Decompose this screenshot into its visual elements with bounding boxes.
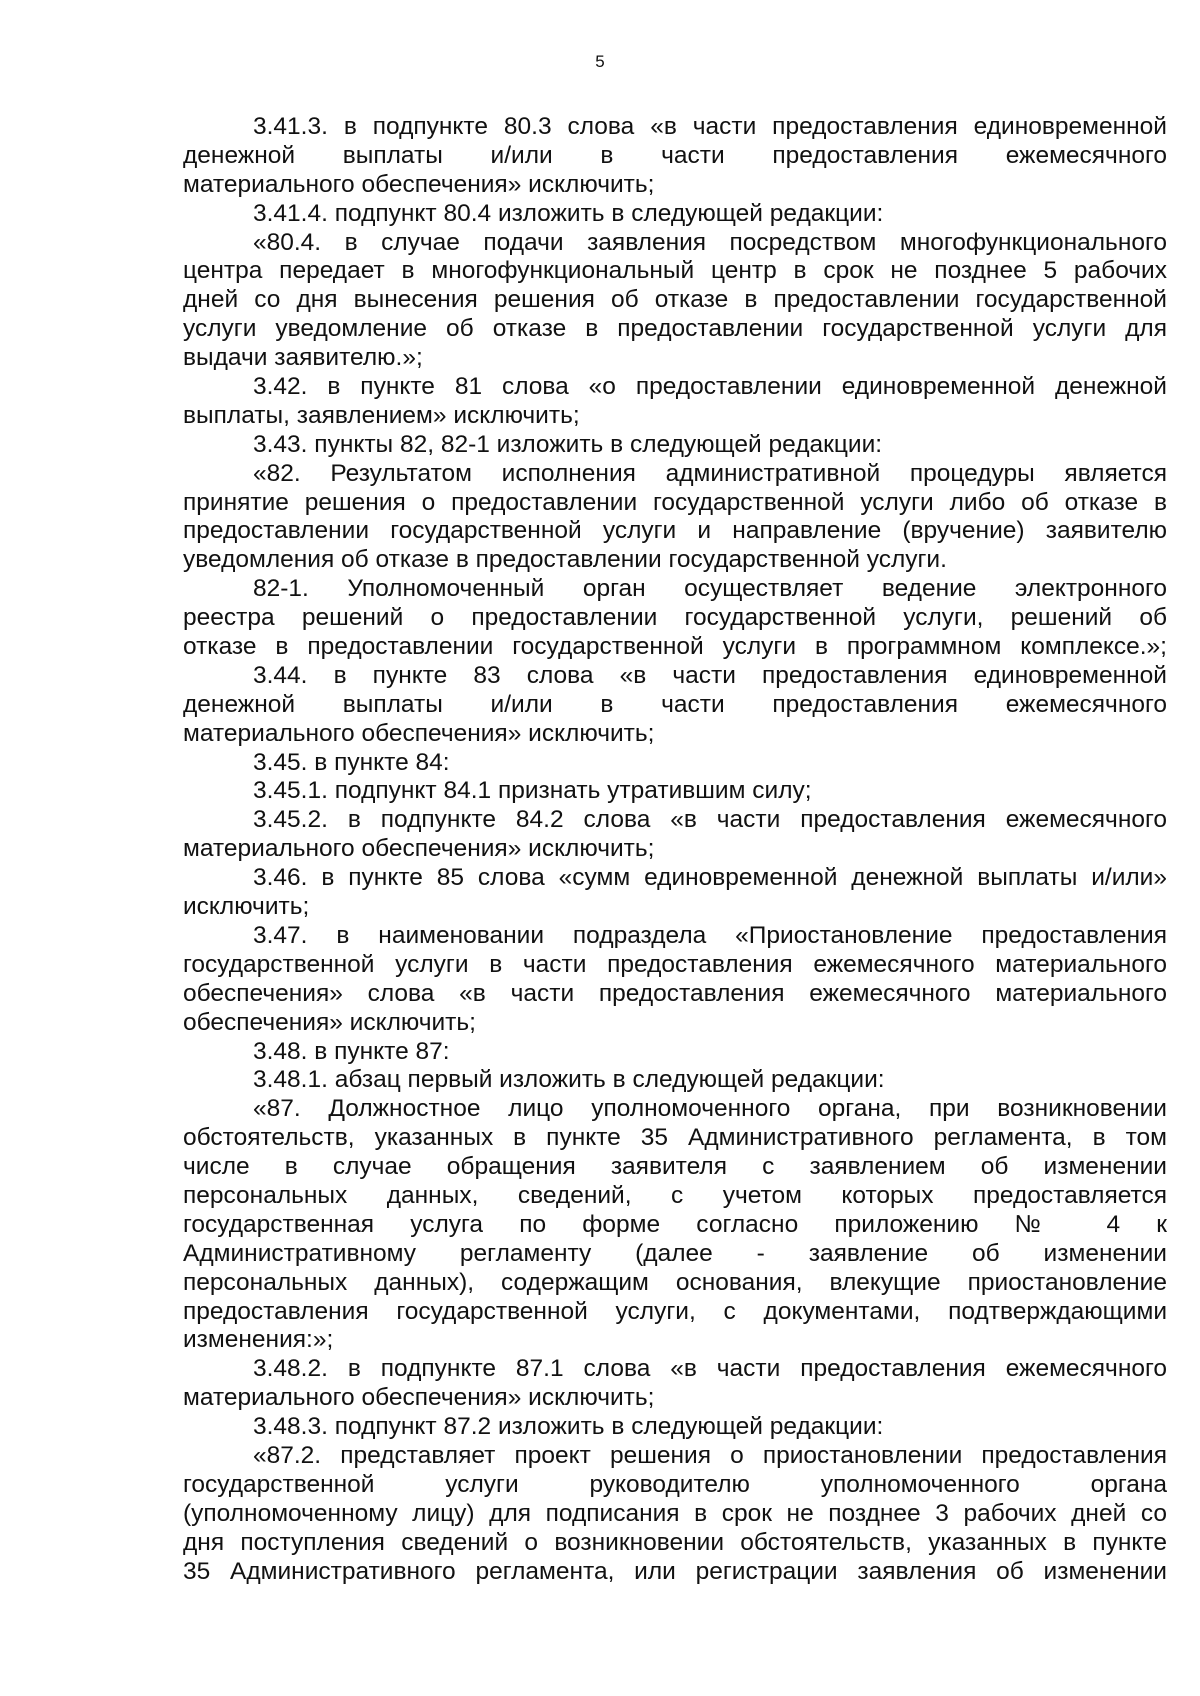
text-line: 3.45.1. подпункт 84.1 признать утратившим силу; (253, 777, 812, 805)
text-line: числе в случае обращения заявителя с заявлением об изменении (183, 1153, 1167, 1181)
text-line: «82. Результатом исполнения административной процедуры является (253, 459, 1167, 487)
text-line: предоставлении государственной услуги и направление (вручение) заявителю (183, 517, 1167, 545)
text-line: 3.43. пункты 82, 82-1 изложить в следующей редакции: (253, 430, 883, 458)
text-line: 3.41.3. в подпункте 80.3 слова «в части предоставления единовременной (253, 113, 1167, 140)
text-line: государственная услуга по форме согласно приложению № 4 к (183, 1210, 1167, 1238)
text-line: исключить; (183, 893, 310, 921)
text-line: дня поступления сведений о возникновении обстоятельств, указанных в пункте (183, 1528, 1167, 1556)
text-line: 3.45. в пункте 84: (253, 748, 450, 776)
text-line: персональных данных), содержащим основания, влекущие приостановление (183, 1268, 1167, 1296)
text-line: государственной услуги руководителю уполномоченного органа (183, 1470, 1167, 1498)
text-line: (уполномоченному лицу) для подписания в срок не позднее 3 рабочих дней со (183, 1499, 1167, 1527)
text-line: «87.2. представляет проект решения о приостановлении предоставления (253, 1441, 1167, 1469)
text-line: 3.44. в пункте 83 слова «в части предоставления единовременной (253, 661, 1167, 689)
text-line: материального обеспечения» исключить; (183, 1384, 655, 1412)
text-line: материального обеспечения» исключить; (183, 170, 655, 198)
page-number: 5 (595, 52, 605, 71)
text-line: денежной выплаты и/или в части предоставления ежемесячного (183, 690, 1167, 718)
text-line: реестра решений о предоставлении государственной услуги, решений об (183, 604, 1167, 632)
text-line: 3.41.4. подпункт 80.4 изложить в следующей редакции: (253, 199, 884, 227)
text-line: изменения:»; (183, 1326, 334, 1354)
text-line: отказе в предоставлении государственной услуги в программном комплексе.»; (183, 633, 1167, 661)
text-line: 3.48.2. в подпункте 87.1 слова «в части предоставления ежемесячного (253, 1355, 1167, 1383)
text-line: материального обеспечения» исключить; (183, 719, 655, 747)
text-line: 3.48.1. абзац первый изложить в следующей редакции: (253, 1066, 885, 1094)
text-line: денежной выплаты и/или в части предоставления ежемесячного (183, 141, 1167, 169)
text-line: 82-1. Уполномоченный орган осуществляет ведение электронного (253, 575, 1167, 603)
text-line: принятие решения о предоставлении государственной услуги либо об отказе в (183, 488, 1167, 516)
text-line: предоставления государственной услуги, с документами, подтверждающими (183, 1297, 1167, 1325)
text-line: уведомления об отказе в предоставлении государственной услуги. (183, 546, 947, 574)
text-line: дней со дня вынесения решения об отказе в предоставлении государственной (183, 286, 1167, 314)
text-line: 3.45.2. в подпункте 84.2 слова «в части предоставления ежемесячного (253, 806, 1167, 834)
text-line: выплаты, заявлением» исключить; (183, 401, 580, 429)
text-line: «87. Должностное лицо уполномоченного органа, при возникновении (253, 1095, 1167, 1123)
text-line: услуги уведомление об отказе в предоставлении государственной услуги для (183, 315, 1167, 343)
text-line: 3.46. в пункте 85 слова «сумм единовременной денежной выплаты и/или» (253, 864, 1167, 892)
text-line: Административному регламенту (далее - заявление об изменении (183, 1239, 1167, 1267)
text-line: обстоятельств, указанных в пункте 35 Административного регламента, в том (183, 1124, 1167, 1152)
text-line: 3.48. в пункте 87: (253, 1037, 450, 1065)
text-line: центра передает в многофункциональный центр в срок не позднее 5 рабочих (183, 257, 1167, 285)
document-body (183, 113, 1167, 1586)
text-line: 3.47. в наименовании подраздела «Приостановление предоставления (253, 921, 1167, 949)
text-line: 3.48.3. подпункт 87.2 изложить в следующей редакции: (253, 1413, 884, 1441)
text-line: персональных данных, сведений, с учетом которых предоставляется (183, 1181, 1167, 1209)
text-line: обеспечения» исключить; (183, 1008, 476, 1036)
text-line: государственной услуги в части предоставления ежемесячного материального (183, 950, 1167, 978)
text-line: 35 Административного регламента, или регистрации заявления об изменении (183, 1557, 1167, 1585)
text-line: 3.42. в пункте 81 слова «о предоставлении единовременной денежной (253, 373, 1167, 401)
text-line: материального обеспечения» исключить; (183, 835, 655, 863)
text-line: обеспечения» слова «в части предоставления ежемесячного материального (183, 979, 1167, 1007)
text-line: выдачи заявителю.»; (183, 344, 423, 372)
text-line: «80.4. в случае подачи заявления посредством многофункционального (253, 228, 1167, 256)
